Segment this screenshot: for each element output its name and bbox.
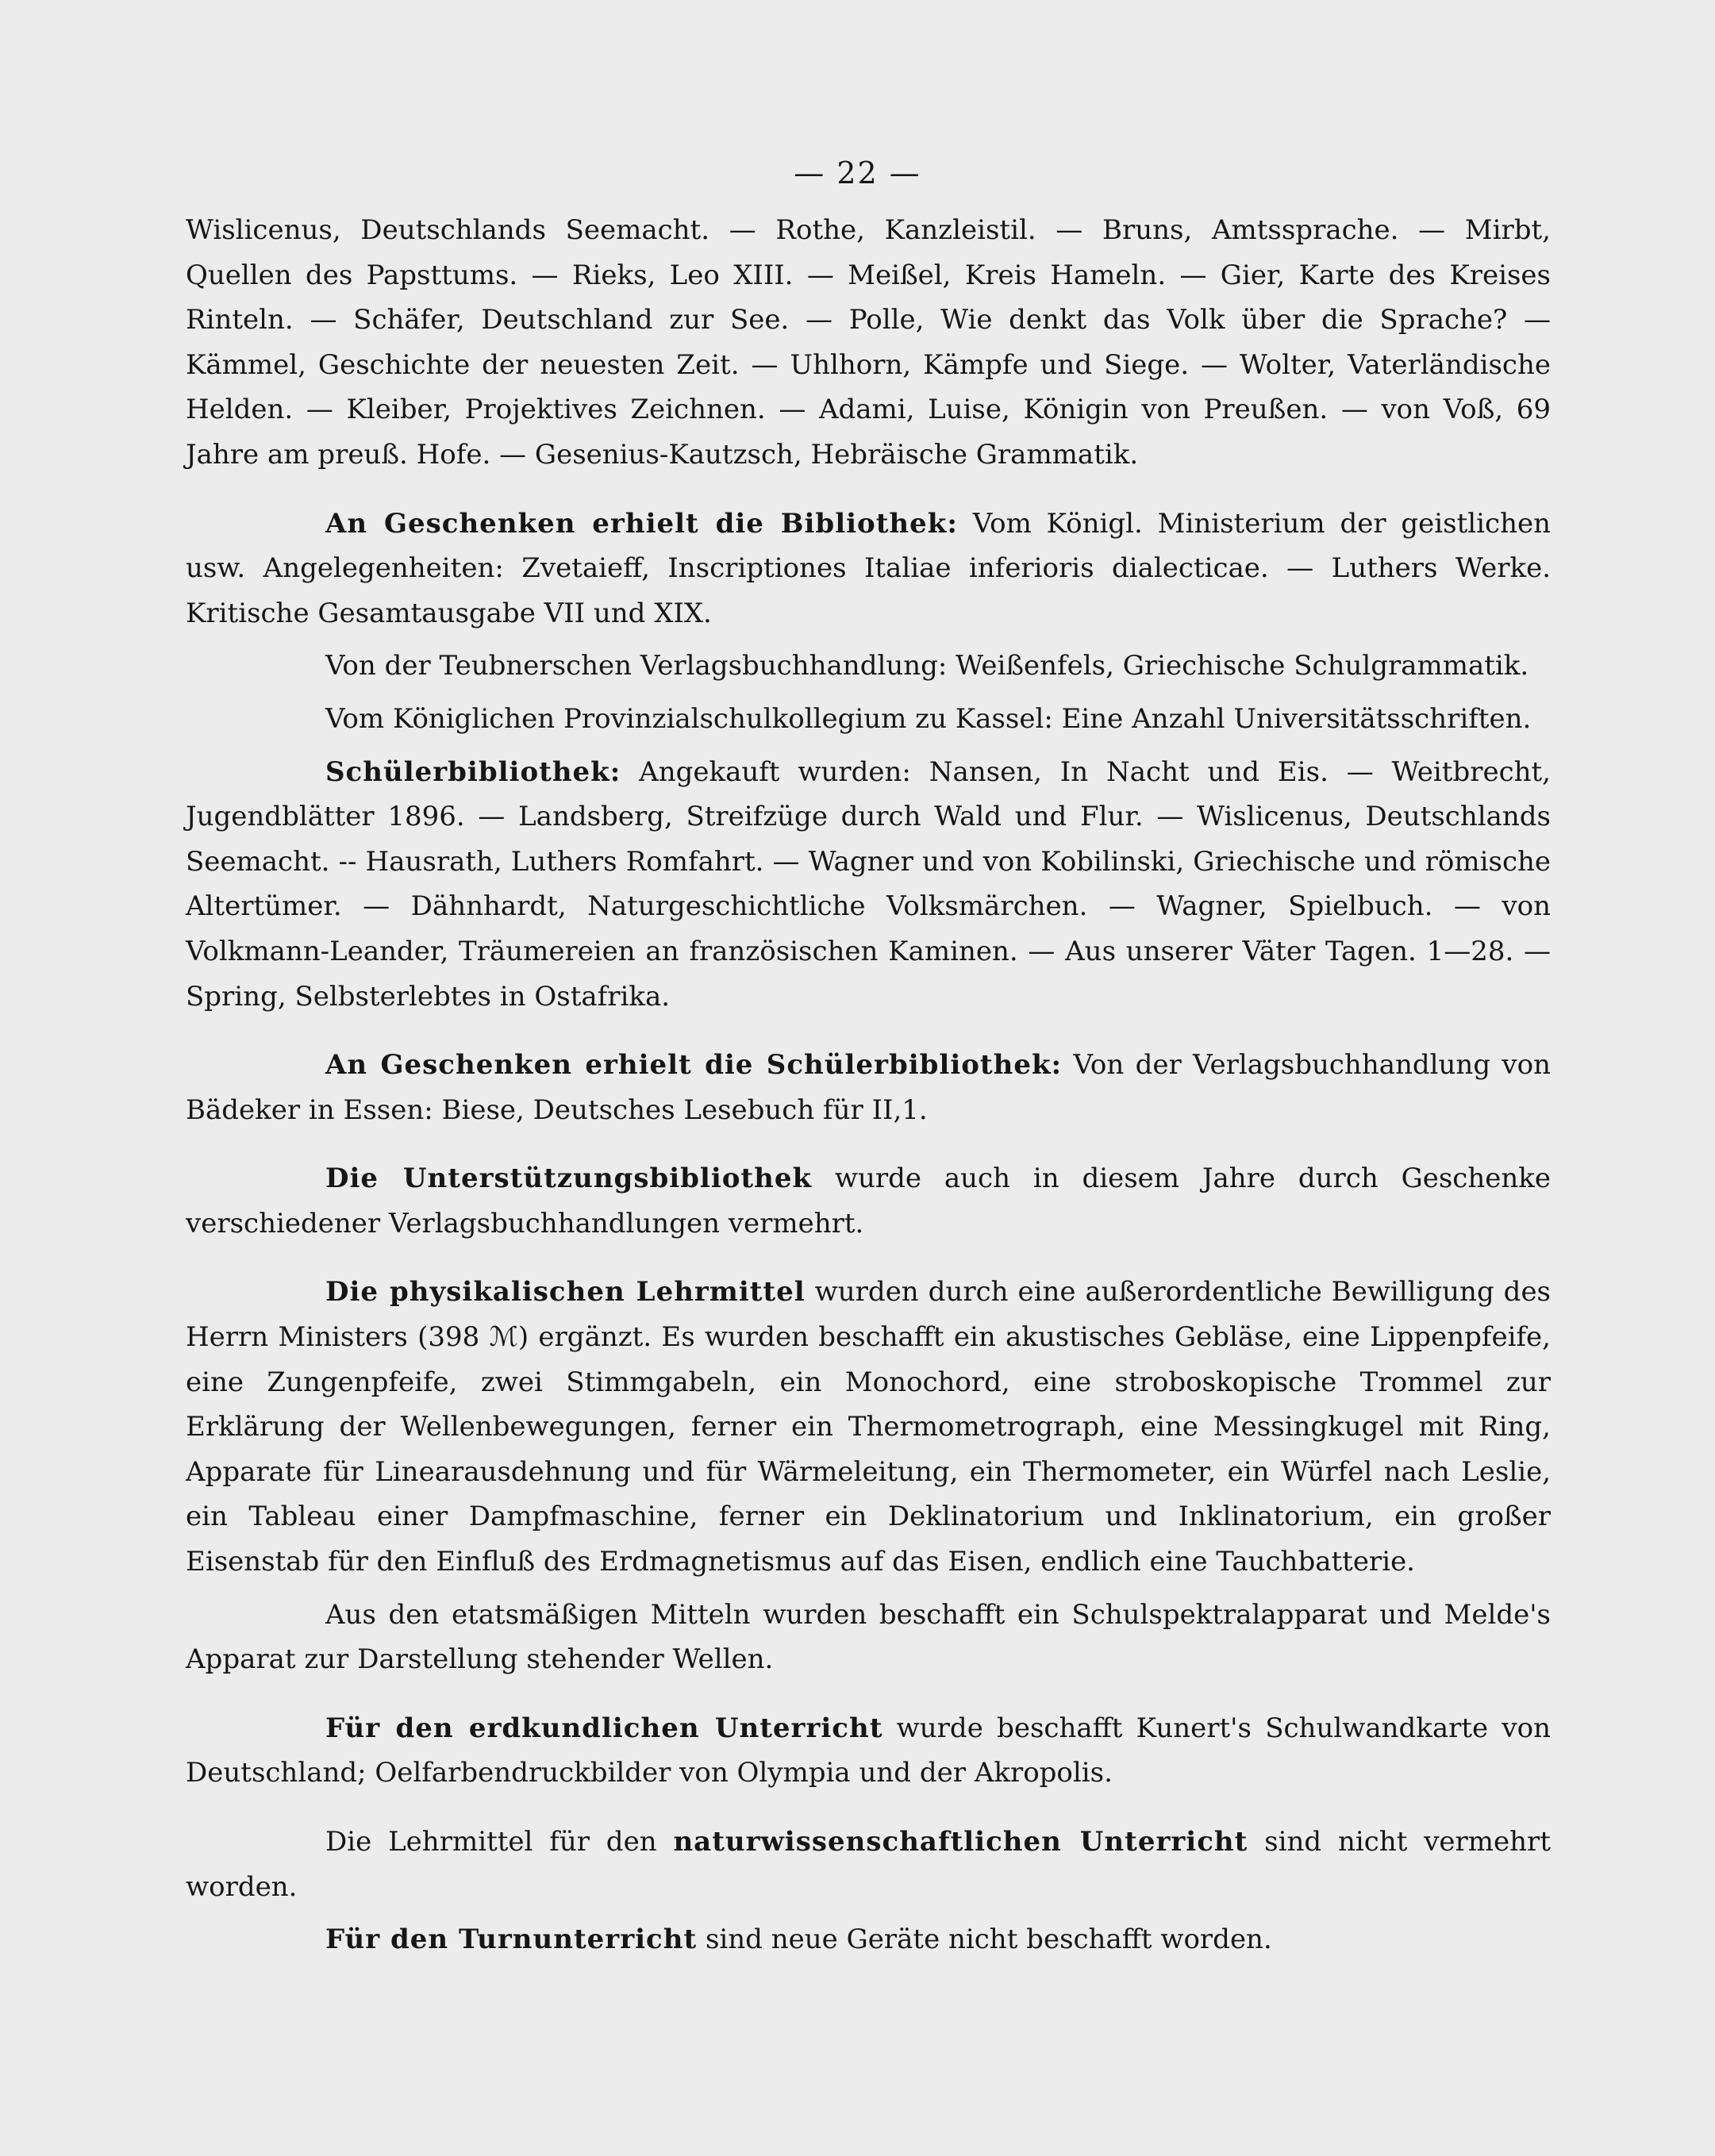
paragraph-gifts-student-library bbox=[186, 1043, 1551, 1132]
paragraph-teubner bbox=[186, 644, 1551, 689]
paragraph-text: Angekauft wurden: Nansen, In Nacht und Eis. — Weitbrecht, Jugendblätter 1896. — Landsberg, Streifzüge durch Wald und Flur. — Wislicenus, Deutschlands Seemacht. -- Hausrath, Luthers Romfahrt. — Wagner und von Kobilinski, Griechische und römische Altertümer. — Dähnhardt, Naturgeschichtliche Volksmärchen. — Wagner, Spielbuch. — von Volkmann-Leander, Träumereien an französischen Kaminen. — Aus unserer Väter Tagen. 1—28. — Spring, Selbsterlebtes in Ostafrika. bbox=[186, 755, 1551, 1013]
section-heading: An Geschenken erhielt die Bibliothek: bbox=[325, 507, 958, 540]
paragraph-natural-science bbox=[186, 1820, 1551, 1909]
section-heading: Die Unterstützungsbibliothek bbox=[325, 1163, 813, 1195]
paragraph-text: Von der Verlagsbuchhandlung von Bädeker in Essen: Biese, Deutsches Lesebuch für II,1. bbox=[186, 1049, 1551, 1126]
paragraph-text: Aus den etatsmäßigen Mitteln wurden beschafft ein Schulspektralapparat und Melde's Apparat zur Darstellung stehender Wellen. bbox=[186, 1598, 1551, 1676]
paragraph-text: wurden durch eine außerordentliche Bewilligung des Herrn Ministers (398 ℳ) ergänzt. Es wurden beschafft ein akustisches Gebläse, eine Lippenpfeife, eine Zungenpfeife, zwei Stimmgabeln, ein Monochord, eine stroboskopische Trommel zur Erklärung der Wellenbewegungen, ferner ein Thermometrograph, eine Messingkugel mit Ring, Apparate für Linearausdehnung und für Wärmeleitung, ein Thermometer, ein Würfel nach Leslie, ein Tableau einer Dampfmaschine, ferner ein Deklinatorium und Inklinatorium, ein großer Eisenstab für den Einfluß des Erdmagnetismus auf das Eisen, endlich eine Tauchbatterie. bbox=[186, 1276, 1552, 1578]
paragraph-physics-materials bbox=[186, 1270, 1551, 1584]
page-body bbox=[186, 208, 1551, 1962]
section-heading: An Geschenken erhielt die Schülerbibliothek: bbox=[325, 1049, 1063, 1082]
paragraph-book-list bbox=[186, 208, 1551, 478]
paragraph-student-library bbox=[186, 750, 1551, 1020]
page-number: — 22 — bbox=[794, 156, 921, 190]
section-heading: Für den erdkundlichen Unterricht bbox=[325, 1712, 883, 1744]
paragraph-geography bbox=[186, 1706, 1551, 1796]
paragraph-text: wurde auch in diesem Jahre durch Geschenke verschiedener Verlagsbuchhandlungen vermehrt. bbox=[186, 1163, 1551, 1239]
section-heading: naturwissenschaftlichen Unterricht bbox=[673, 1826, 1248, 1858]
section-heading: Die physikalischen Lehrmittel bbox=[325, 1276, 806, 1309]
paragraph-text: sind nicht vermehrt worden. bbox=[186, 1826, 1551, 1903]
paragraph-text: Wislicenus, Deutschlands Seemacht. — Rothe, Kanzleistil. — Bruns, Amtssprache. — Mirbt, Quellen des Papsttums. — Rieks, Leo XIII. — Meißel, Kreis Hameln. — Gier, Karte des Kreises Rinteln. — Schäfer, Deutschland zur See. — Polle, Wie denkt das Volk über die Sprache? — Kämmel, Geschichte der neuesten Zeit. — Uhlhorn, Kämpfe und Siege. — Wolter, Vaterländische Helden. — Kleiber, Projektives Zeichnen. — Adami, Luise, Königin von Preußen. — von Voß, 69 Jahre am preuß. Hofe. — Gesenius-Kautzsch, Hebräische Grammatik. bbox=[186, 214, 1551, 471]
paragraph-text: wurde beschafft Kunert's Schulwandkarte von Deutschland; Oelfarbendruckbilder von Olympia und der Akropolis. bbox=[186, 1712, 1551, 1789]
paragraph-budget-funds bbox=[186, 1593, 1551, 1682]
paragraph-text: Vom Königl. Ministerium der geistlichen usw. Angelegenheiten: Zvetaieff, Inscriptiones Italiae inferioris dialecticae. — Luthers Werke. Kritische Gesamtausgabe VII und XIX. bbox=[186, 507, 1551, 629]
paragraph-provinzial bbox=[186, 697, 1551, 742]
paragraph-support-library bbox=[186, 1156, 1551, 1246]
paragraph-text: Von der Teubnerschen Verlagsbuchhandlung: Weißenfels, Griechische Schulgrammatik. bbox=[325, 650, 1529, 682]
paragraph-gifts-library bbox=[186, 502, 1551, 636]
paragraph-text-pre: Die Lehrmittel für den bbox=[325, 1826, 674, 1858]
section-heading: Für den Turnunterricht bbox=[325, 1923, 698, 1956]
paragraph-text: Vom Königlichen Provinzialschulkollegium zu Kassel: Eine Anzahl Universitätsschriften. bbox=[325, 702, 1532, 735]
paragraph-text: sind neue Geräte nicht beschafft worden. bbox=[697, 1923, 1272, 1956]
paragraph-gymnastics bbox=[186, 1917, 1551, 1962]
section-heading: Schülerbibliothek: bbox=[325, 755, 621, 788]
